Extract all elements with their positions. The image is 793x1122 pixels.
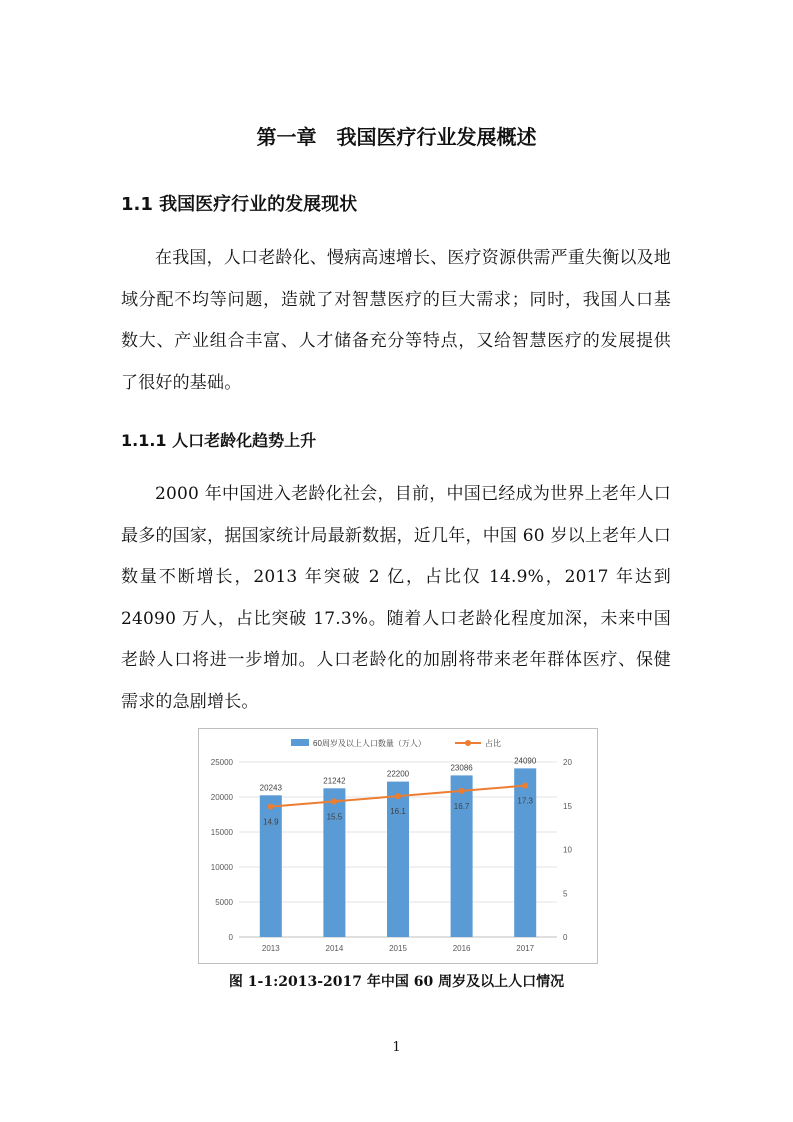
y-tick-label: 15000 xyxy=(210,828,233,837)
paragraph-aging: 2000 年中国进入老龄化社会，目前，中国已经成为世界上老年人口最多的国家，据国家统计局最新数据，近几年，中国 60 岁以上老年人口数量不断增长，2013 年突破 2 亿，占比仅 14.9%，2017 年达到 24090 万人，占比突破 17.3%。随着人口老龄化程度加深，未来中国老龄人口将进一步增加。人口老龄化的加剧将带来老年群体医疗、保健需求的急剧增长。 xyxy=(121,484,671,712)
x-tick-label: 2017 xyxy=(516,944,535,953)
legend-line-marker xyxy=(465,740,471,746)
bar-2015 xyxy=(387,782,409,937)
legend-bar-swatch xyxy=(291,739,309,746)
bar-value-label: 20243 xyxy=(259,783,282,793)
section-title: 1.1 我国医疗行业的发展现状 xyxy=(121,194,358,215)
ratio-point-2016 xyxy=(459,788,465,794)
bar-2016 xyxy=(451,775,473,937)
bar-value-label: 24090 xyxy=(514,756,537,766)
y-tick-label: 10000 xyxy=(210,863,233,872)
ratio-value-label: 17.3 xyxy=(517,796,533,806)
chapter-title: 第一章 我国医疗行业发展概述 xyxy=(256,125,537,149)
ratio-point-2017 xyxy=(522,783,528,789)
y-tick-label: 0 xyxy=(228,933,233,942)
ratio-point-2015 xyxy=(395,793,401,799)
bar-2014 xyxy=(323,788,345,937)
subsection-title: 1.1.1 人口老龄化趋势上升 xyxy=(121,431,317,450)
bar-value-label: 23086 xyxy=(450,763,473,773)
figure-caption: 图 1-1:2013-2017 年中国 60 周岁及以上人口情况 xyxy=(228,974,565,990)
y2-tick-label: 5 xyxy=(563,889,568,899)
y2-tick-label: 20 xyxy=(563,758,572,767)
x-tick-label: 2016 xyxy=(452,944,471,953)
ratio-value-label: 16.7 xyxy=(453,801,470,811)
x-tick-label: 2014 xyxy=(325,944,344,953)
bar-2017 xyxy=(514,768,536,937)
y-tick-label: 25000 xyxy=(210,758,233,767)
y-tick-label: 20000 xyxy=(210,793,233,802)
legend-bar-label: 60周岁及以上人口数量（万人） xyxy=(313,739,426,748)
bar-2013 xyxy=(260,795,282,937)
population-chart xyxy=(198,728,598,964)
ratio-point-2014 xyxy=(331,798,337,804)
bar-value-label: 22200 xyxy=(386,769,410,779)
paragraph-intro: 在我国，人口老龄化、慢病高速增长、医疗资源供需严重失衡以及地域分配不均等问题，造就了对智慧医疗的巨大需求；同时，我国人口基数大、产业组合丰富、人才储备充分等特点，又给智慧医疗的发展提供了很好的基础。 xyxy=(121,248,671,393)
chart-canvas xyxy=(199,729,597,963)
legend-line-label: 占比 xyxy=(485,739,501,748)
y-tick-label: 5000 xyxy=(215,898,233,907)
ratio-value-label: 15.5 xyxy=(326,812,343,822)
y2-tick-label: 15 xyxy=(563,801,572,811)
y2-tick-label: 0 xyxy=(563,933,568,942)
page-number: 1 xyxy=(392,1040,401,1055)
bar-value-label: 21242 xyxy=(323,776,346,786)
ratio-value-label: 16.1 xyxy=(390,807,406,817)
y2-tick-label: 10 xyxy=(563,845,572,855)
x-tick-label: 2013 xyxy=(261,944,280,953)
x-tick-label: 2015 xyxy=(389,944,407,953)
ratio-point-2013 xyxy=(268,804,274,810)
ratio-value-label: 14.9 xyxy=(263,817,279,827)
